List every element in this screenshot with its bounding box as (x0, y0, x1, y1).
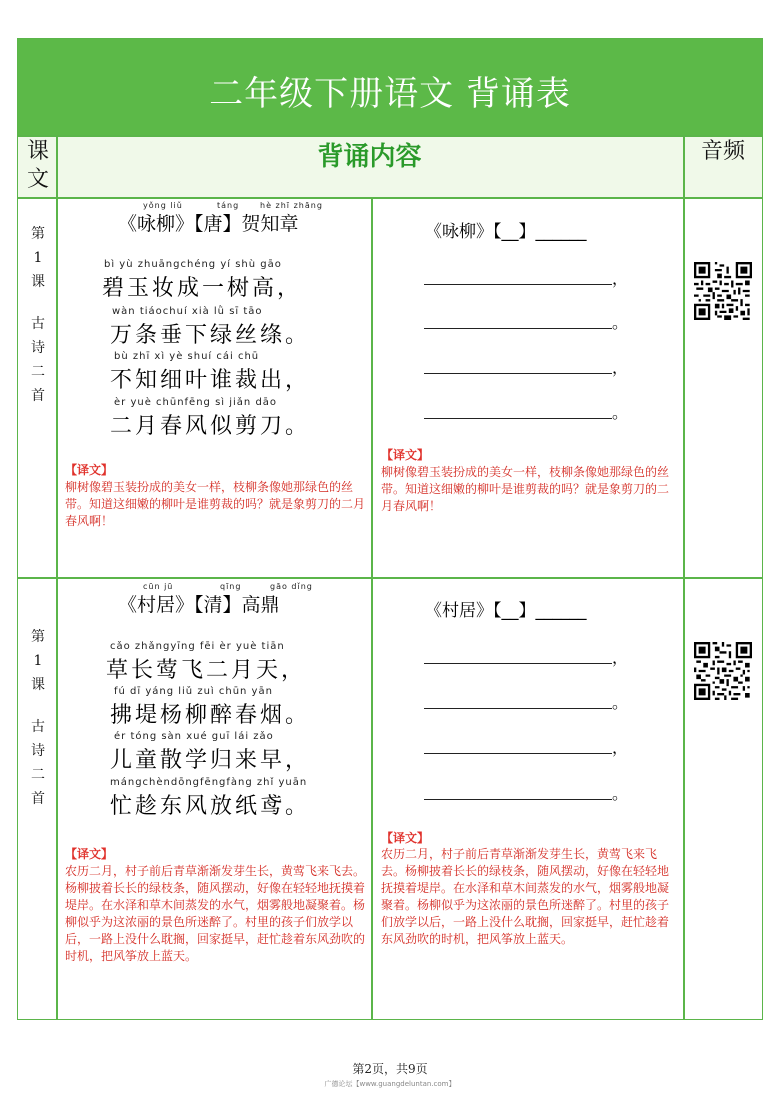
poem-line: 碧玉妆成一树高， (102, 276, 303, 301)
lesson-type-char: 古 (31, 719, 45, 735)
lesson-label (18, 222, 58, 408)
page-title: 二年级下册语文 背诵表 (209, 74, 571, 114)
blank-punct: ， (612, 738, 629, 757)
poem-pinyin: wàn tiáochuí xià lǜ sī tāo (112, 306, 263, 317)
blank-line[interactable] (424, 418, 612, 419)
poem-pinyin: èr yuè chūnfēng sì jiǎn dāo (114, 397, 278, 408)
poem-title: 《村居》【清】高鼎 (118, 594, 280, 616)
blank-punct: 。 (612, 313, 629, 332)
blank-line[interactable] (424, 753, 612, 754)
lesson-num: 1 (33, 653, 43, 669)
translation-text: 农历二月，村子前后青草渐渐发芽生长，黄莺飞来飞去。杨柳披着长长的绿枝条，随风摆动，好像在轻轻地抚摸着堤岸。在水泽和草木间蒸发的水气，烟雾般地凝聚着。杨柳似乎为这浓丽的景色所迷醉了。村里的孩子们放学以后，一路上没什么耽搁，回家挺早，赶忙趁着东风劲吹的时机，把风筝放上蓝天。 (381, 847, 670, 946)
poem-line: 忙趁东风放纸鸢。 (110, 794, 311, 819)
divider (17, 135, 763, 137)
lesson-unit: 课 (31, 274, 45, 290)
blank-title: 《村居》【__】______ (425, 601, 587, 621)
divider (17, 197, 763, 199)
lesson-type-char: 古 (31, 316, 45, 332)
poem-pinyin: bì yù zhuāngchéng yí shù gāo (104, 259, 282, 270)
footnote-source: 广德论坛【www.guangdeluntan.com】 (324, 1080, 456, 1088)
poem-title: 《咏柳》【唐】贺知章 (118, 213, 299, 235)
title-pinyin: cūn jū (143, 582, 174, 591)
title-pinyin: hè zhī zhāng (260, 201, 323, 210)
lesson-type-char: 二 (31, 364, 45, 380)
title-pinyin: gāo dǐng (270, 582, 313, 591)
blank-punct: 。 (612, 403, 629, 422)
translation-text: 农历二月，村子前后青草渐渐发芽生长，黄莺飞来飞去。杨柳披着长长的绿枝条，随风摆动，好像在轻轻地抚摸着堤岸。在水泽和草木间蒸发的水气，烟雾般地凝聚着。杨柳似乎为这浓丽的景色所迷醉了。村里的孩子们放学以后，一路上没什么耽搁，回家挺早，赶忙趁着东风劲吹的时机，把风筝放上蓝天。 (65, 864, 366, 963)
poem-line: 草长莺飞二月天， (106, 658, 307, 683)
divider (683, 135, 685, 1020)
header-content-label: 背诵内容 (317, 142, 422, 172)
blank-punct: 。 (612, 784, 629, 803)
qr-code-icon[interactable] (694, 642, 752, 700)
title-pinyin: táng (217, 201, 240, 210)
poem-pinyin: fú dī yáng liǔ zuì chūn yān (114, 686, 273, 697)
lesson-type-char: 二 (31, 767, 45, 783)
lesson-unit: 课 (31, 677, 45, 693)
lesson-no: 第 (31, 629, 45, 645)
blank-line[interactable] (424, 663, 612, 664)
translation-label: 【译文】 (65, 847, 114, 861)
blank-line[interactable] (424, 284, 612, 285)
title-pinyin: yǒng liǔ (143, 201, 183, 210)
lesson-num: 1 (33, 250, 43, 266)
poem-line: 不知细叶谁裁出， (110, 368, 311, 393)
divider (17, 577, 763, 579)
blank-title: 《咏柳》【__】______ (425, 222, 587, 242)
header-audio-label: 音频 (700, 139, 745, 164)
poem-line: 儿童散学归来早， (110, 748, 311, 773)
lesson-type-char: 诗 (31, 340, 45, 356)
header-lesson-label: 课文 (26, 139, 49, 192)
translation-text: 柳树像碧玉装扮成的美女一样，枝柳条像她那绿色的丝带。知道这细嫩的柳叶是谁剪裁的吗？就是象剪刀的二月春风啊！ (381, 465, 670, 513)
lesson-label (18, 625, 58, 811)
lesson-type-char: 首 (31, 791, 45, 807)
blank-line[interactable] (424, 799, 612, 800)
lesson-type-char: 诗 (31, 743, 45, 759)
poem-pinyin: bù zhī xì yè shuí cái chū (114, 351, 260, 362)
lesson-type-char: 首 (31, 388, 45, 404)
poem-line: 拂堤杨柳醉春烟。 (110, 703, 311, 728)
translation-label: 【译文】 (381, 831, 430, 845)
blank-punct: ， (612, 358, 629, 377)
lesson-no: 第 (31, 226, 45, 242)
qr-code-icon[interactable] (694, 262, 752, 320)
blank-line[interactable] (424, 708, 612, 709)
blank-line[interactable] (424, 373, 612, 374)
blank-punct: 。 (612, 693, 629, 712)
translation-label: 【译文】 (381, 448, 430, 462)
title-pinyin: qīng (220, 582, 242, 591)
divider (371, 197, 373, 1020)
poem-line: 万条垂下绿丝绦。 (110, 323, 311, 348)
page-number: 第2页，共9页 (352, 1062, 428, 1076)
poem-pinyin: mángchèndōngfēngfàng zhǐ yuān (110, 777, 308, 788)
blank-punct: ， (612, 269, 629, 288)
poem-pinyin: cǎo zhǎngyīng fēi èr yuè tiān (110, 641, 285, 652)
blank-punct: ， (612, 648, 629, 667)
poem-line: 二月春风似剪刀。 (110, 414, 311, 439)
blank-line[interactable] (424, 328, 612, 329)
translation-label: 【译文】 (65, 463, 114, 477)
translation-text: 柳树像碧玉装扮成的美女一样，枝柳条像她那绿色的丝带。知道这细嫩的柳叶是谁剪裁的吗？就是象剪刀的二月春风啊！ (65, 480, 366, 528)
poem-pinyin: ér tóng sàn xué guī lái zǎo (114, 731, 274, 742)
